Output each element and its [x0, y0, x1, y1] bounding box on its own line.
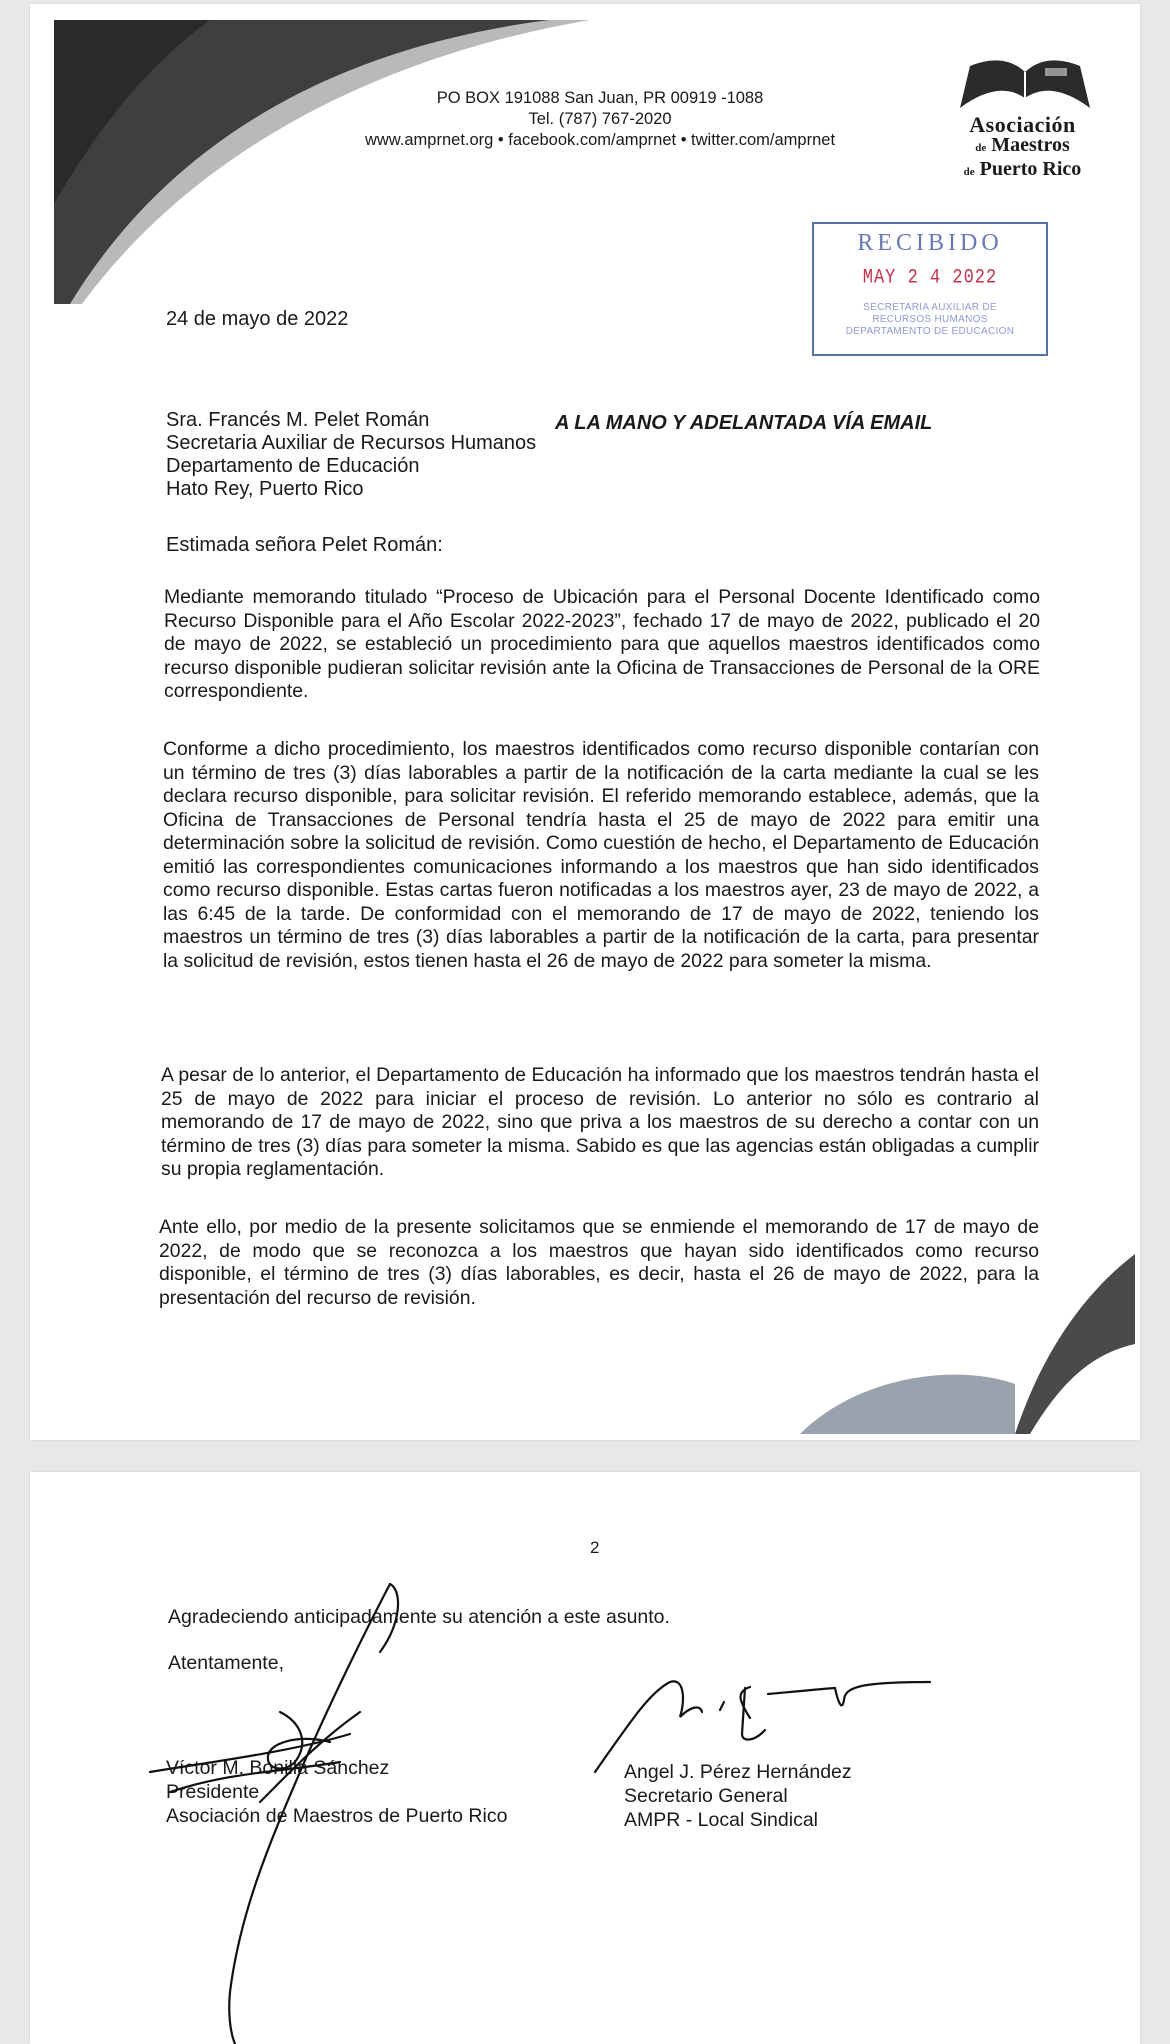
signer-1-title: Presidente [166, 1781, 260, 1803]
signature-1-icon [150, 1584, 398, 2044]
logo-line-2: Maestros [991, 134, 1070, 156]
organization-logo-text [930, 114, 1115, 183]
delivery-method: A LA MANO Y ADELANTADA VÍA EMAIL [555, 412, 933, 434]
salutation: Estimada señora Pelet Román: [166, 534, 443, 556]
letterhead-web: www.amprnet.org • facebook.com/amprnet • twitter.com/amprnet [364, 131, 836, 149]
logo-line-2-small: de [975, 142, 987, 154]
logo-line-3-small: de [963, 166, 975, 178]
stamp-line-1: SECRETARIA AUXILIAR DE [863, 302, 997, 313]
stamp-title: RECIBIDO [857, 230, 1003, 256]
closing-sentence: Agradeciendo anticipadamente su atención a este asunto. [168, 1606, 670, 1628]
body-paragraph: Conforme a dicho procedimiento, los maestros identificados como recurso disponible contarían con un término de tres (3) días laborables a partir de la notificación de la carta mediante la cual se les declara recurso disponible, para solicitar revisión. El referido memorando establece, además, que la Oficina de Transacciones de Personal tendría hasta el 25 de mayo de 2022 para emitir una determinación sobre la solicitud de revisión. Como cuestión de hecho, el Departamento de Educación emitió las correspondientes comunicaciones informando a los maestros que han sido identificados como recurso disponible. Estas cartas fueron notificadas a los maestros ayer, 23 de mayo de 2022, a las 6:45 de la tarde. De conformidad con el memorando de 17 de mayo de 2022, teniendo los maestros un término de tres (3) días laborables a partir de la notificación de la carta, para presentar la solicitud de revisión, estos tienen hasta el 26 de mayo de 2022 para someter la misma. [163, 738, 1039, 972]
letter-page-1 [30, 4, 1140, 1440]
body-paragraph: A pesar de lo anterior, el Departamento de Educación ha informado que los maestros tendrán hasta el 25 de mayo de 2022 para iniciar el proceso de revisión. Lo anterior no sólo es contrario al memorando de 17 de mayo de 2022, sino que priva a los maestros de su derecho a contar con un término de tres (3) días para someter la misma. Sabido es que las agencias están obligadas a cumplir su propia reglamentación. [161, 1064, 1039, 1180]
stamp-line-2: RECURSOS HUMANOS [872, 314, 988, 325]
letter-page-2 [30, 1472, 1140, 2044]
signer-2-title: Secretario General [624, 1785, 788, 1807]
signer-1-org: Asociación de Maestros de Puerto Rico [166, 1805, 508, 1827]
handwritten-signatures [30, 1472, 1140, 2044]
recipient-line: Departamento de Educación [166, 455, 420, 477]
recipient-address [166, 409, 536, 501]
recipient-line: Hato Rey, Puerto Rico [166, 478, 364, 500]
stamp-line-3: DEPARTAMENTO DE EDUCACION [845, 326, 1015, 337]
letter-date: 24 de mayo de 2022 [166, 308, 349, 330]
received-stamp [812, 222, 1048, 356]
recipient-line: Sra. Francés M. Pelet Román [166, 409, 430, 431]
logo-line-3: Puerto Rico [979, 158, 1082, 180]
recipient-line: Secretaria Auxiliar de Recursos Humanos [166, 432, 537, 454]
letterhead-phone: Tel. (787) 767-2020 [528, 110, 672, 128]
body-paragraph: Ante ello, por medio de la presente solicitamos que se enmiende el memorando de 17 de mayo de 2022, de modo que se reconozca a los maestros que hayan sido identificados como recurso disponible, el término de tres (3) días laborables, es decir, hasta el 26 de mayo de 2022, para la presentación del recurso de revisión. [159, 1216, 1039, 1309]
signer-2-name: Angel J. Pérez Hernández [624, 1761, 852, 1783]
signature-2-icon [595, 1681, 930, 1772]
signer-1-name: Víctor M. Bonilla Sánchez [166, 1757, 390, 1779]
letterhead-contact [360, 88, 840, 151]
page-number: 2 [590, 1538, 600, 1557]
letterhead-address: PO BOX 191088 San Juan, PR 00919 -1088 [436, 89, 764, 107]
stamp-date: MAY 2 4 2022 [862, 267, 998, 290]
body-paragraph: Mediante memorando titulado “Proceso de Ubicación para el Personal Docente Identificado como Recurso Disponible para el Año Escolar 2022-2023”, fechado 17 de mayo de 2022, publicado el 20 de mayo de 2022, se estableció un procedimiento para que aquellos maestros identificados como recurso disponible pudieran solicitar revisión ante la Oficina de Transacciones de Personal de la ORE correspondiente. [164, 586, 1040, 702]
logo-line-1: Asociación [969, 112, 1076, 137]
signer-2-org: AMPR - Local Sindical [624, 1809, 818, 1831]
valediction: Atentamente, [168, 1652, 284, 1674]
